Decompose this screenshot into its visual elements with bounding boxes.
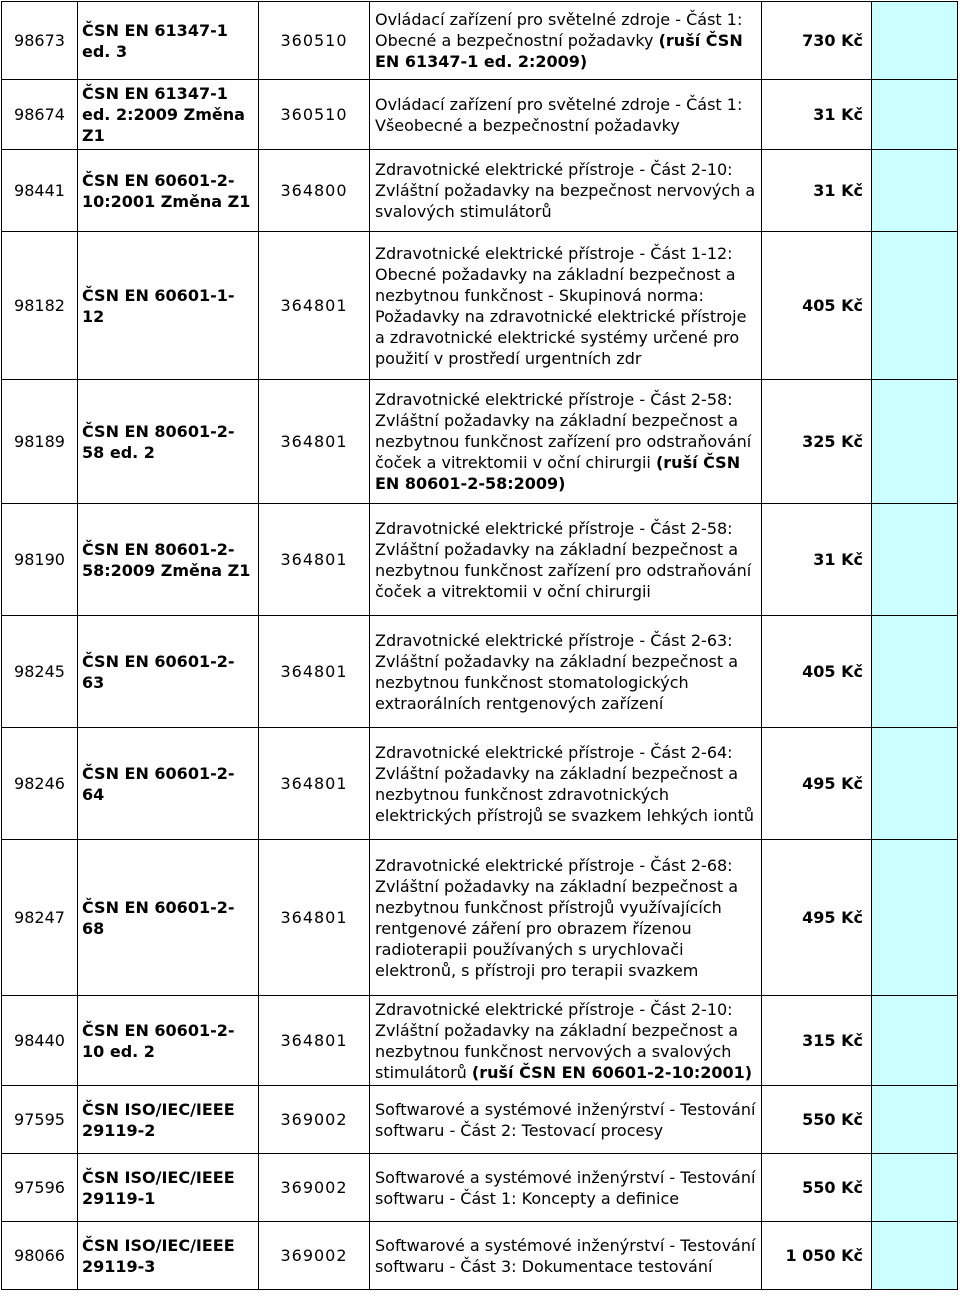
table-row xyxy=(2,996,958,1086)
title-text: Zdravotnické elektrické přístroje - Část 2-63: Zvláštní požadavky na základní bezpečnost a nezbytnou funkčnost stomatologických extraorálních rentgenových zařízení xyxy=(375,630,738,713)
replaces-note: (ruší ČSN EN 60601-2-10:2001) xyxy=(471,1062,753,1082)
title-text: Zdravotnické elektrické přístroje - Část 2-58: Zvláštní požadavky na základní bezpečnost a nezbytnou funkčnost zařízení pro odstraňování čoček a vitrektomii v oční chirurgii xyxy=(375,390,752,472)
price: 1 050 Kč xyxy=(762,1222,872,1290)
title-text: Softwarové a systémové inženýrství - Testování softwaru - Část 1: Koncepty a definice xyxy=(375,1167,756,1208)
price: 550 Kč xyxy=(762,1086,872,1154)
table-row xyxy=(2,728,958,840)
standard-designation: ČSN EN 60601-2-10:2001 Změna Z1 xyxy=(78,150,259,232)
standard-title xyxy=(370,1154,762,1222)
table-row xyxy=(2,504,958,616)
title-text: Zdravotnické elektrické přístroje - Část 2-10: Zvláštní požadavky na základní bezpečnost a nezbytnou funkčnost nervových a svalových stimulátorů xyxy=(375,999,738,1082)
table-row xyxy=(2,616,958,728)
standard-title xyxy=(370,150,762,232)
classification-code: 364801 xyxy=(259,616,370,728)
catalog-number: 98673 xyxy=(2,2,78,80)
order-cell[interactable] xyxy=(872,80,958,150)
replaces-note: (ruší ČSN EN 61347-1 ed. 2:2009) xyxy=(375,31,743,71)
order-cell[interactable] xyxy=(872,504,958,616)
table-body xyxy=(2,2,958,1290)
classification-code: 369002 xyxy=(259,1222,370,1290)
catalog-number: 98190 xyxy=(2,504,78,616)
standard-designation: ČSN ISO/IEC/IEEE 29119-2 xyxy=(78,1086,259,1154)
table-row xyxy=(2,80,958,150)
price: 550 Kč xyxy=(762,1154,872,1222)
title-text: Zdravotnické elektrické přístroje - Část 2-64: Zvláštní požadavky na základní bezpečnost a nezbytnou funkčnost zdravotnických elektrických přístrojů se svazkem lehkých iontů xyxy=(375,742,755,825)
standard-title xyxy=(370,728,762,840)
standard-designation: ČSN EN 61347-1 ed. 2:2009 Změna Z1 xyxy=(78,80,259,150)
standard-designation: ČSN EN 80601-2-58:2009 Změna Z1 xyxy=(78,504,259,616)
classification-code: 369002 xyxy=(259,1086,370,1154)
catalog-number: 98441 xyxy=(2,150,78,232)
title-text: Zdravotnické elektrické přístroje - Část 2-68: Zvláštní požadavky na základní bezpečnost a nezbytnou funkčnost přístrojů využívajících rentgenové záření pro obrazem řízenou radioterapii používaných s urychlovači elektronů, s přístroji pro terapii svazkem xyxy=(375,855,738,980)
classification-code: 364801 xyxy=(259,840,370,996)
replaces-note: (ruší ČSN EN 80601-2-58:2009) xyxy=(375,453,741,493)
table-row xyxy=(2,840,958,996)
standard-designation: ČSN EN 60601-1-12 xyxy=(78,232,259,380)
standard-title xyxy=(370,380,762,504)
standard-title xyxy=(370,996,762,1086)
classification-code: 360510 xyxy=(259,80,370,150)
standard-title xyxy=(370,1086,762,1154)
catalog-table xyxy=(1,1,958,1290)
price: 730 Kč xyxy=(762,2,872,80)
catalog-number: 98189 xyxy=(2,380,78,504)
table-row xyxy=(2,2,958,80)
standard-title xyxy=(370,1222,762,1290)
standard-title xyxy=(370,840,762,996)
table-row xyxy=(2,1086,958,1154)
title-text: Softwarové a systémové inženýrství - Testování softwaru - Část 2: Testovací procesy xyxy=(375,1099,756,1140)
title-text: Zdravotnické elektrické přístroje - Část 2-10: Zvláštní požadavky na bezpečnost nervových a svalových stimulátorů xyxy=(375,160,756,221)
order-cell[interactable] xyxy=(872,2,958,80)
order-cell[interactable] xyxy=(872,840,958,996)
price: 31 Kč xyxy=(762,80,872,150)
standard-designation: ČSN EN 80601-2-58 ed. 2 xyxy=(78,380,259,504)
title-text: Zdravotnické elektrické přístroje - Část 1-12: Obecné požadavky na základní bezpečnost a nezbytnou funkčnost - Skupinová norma: Požadavky na zdravotnické elektrické přístroje a zdravotnické elektrické systémy určené pro použití v prostředí urgentních zdr xyxy=(375,243,747,368)
order-cell[interactable] xyxy=(872,380,958,504)
standard-designation: ČSN EN 60601-2-68 xyxy=(78,840,259,996)
table-row xyxy=(2,1154,958,1222)
catalog-number: 98182 xyxy=(2,232,78,380)
standard-designation: ČSN EN 61347-1 ed. 3 xyxy=(78,2,259,80)
table-row xyxy=(2,380,958,504)
title-text: Ovládací zařízení pro světelné zdroje - Část 1: Obecné a bezpečnostní požadavky xyxy=(375,10,743,50)
catalog-number: 98674 xyxy=(2,80,78,150)
classification-code: 364800 xyxy=(259,150,370,232)
standard-title xyxy=(370,80,762,150)
standard-title xyxy=(370,232,762,380)
classification-code: 364801 xyxy=(259,380,370,504)
order-cell[interactable] xyxy=(872,1154,958,1222)
title-text: Zdravotnické elektrické přístroje - Část 2-58: Zvláštní požadavky na základní bezpečnost a nezbytnou funkčnost zařízení pro odstraňování čoček a vitrektomii v oční chirurgii xyxy=(375,518,752,601)
standard-designation: ČSN EN 60601-2-64 xyxy=(78,728,259,840)
classification-code: 369002 xyxy=(259,1154,370,1222)
standard-title xyxy=(370,616,762,728)
classification-code: 364801 xyxy=(259,504,370,616)
classification-code: 364801 xyxy=(259,232,370,380)
order-cell[interactable] xyxy=(872,1222,958,1290)
classification-code: 364801 xyxy=(259,996,370,1086)
order-cell[interactable] xyxy=(872,1086,958,1154)
standard-designation: ČSN EN 60601-2-63 xyxy=(78,616,259,728)
price: 31 Kč xyxy=(762,150,872,232)
table-row xyxy=(2,1222,958,1290)
standard-designation: ČSN EN 60601-2-10 ed. 2 xyxy=(78,996,259,1086)
table-row xyxy=(2,150,958,232)
title-text: Softwarové a systémové inženýrství - Testování softwaru - Část 3: Dokumentace testování xyxy=(375,1235,756,1276)
standard-title xyxy=(370,504,762,616)
price: 495 Kč xyxy=(762,840,872,996)
catalog-number: 98066 xyxy=(2,1222,78,1290)
price: 405 Kč xyxy=(762,232,872,380)
catalog-number: 98245 xyxy=(2,616,78,728)
standard-designation: ČSN ISO/IEC/IEEE 29119-3 xyxy=(78,1222,259,1290)
price: 325 Kč xyxy=(762,380,872,504)
table-row xyxy=(2,232,958,380)
standard-designation: ČSN ISO/IEC/IEEE 29119-1 xyxy=(78,1154,259,1222)
order-cell[interactable] xyxy=(872,232,958,380)
classification-code: 360510 xyxy=(259,2,370,80)
standard-title xyxy=(370,2,762,80)
catalog-number: 98247 xyxy=(2,840,78,996)
price: 405 Kč xyxy=(762,616,872,728)
order-cell[interactable] xyxy=(872,150,958,232)
classification-code: 364801 xyxy=(259,728,370,840)
price: 31 Kč xyxy=(762,504,872,616)
catalog-number: 97595 xyxy=(2,1086,78,1154)
catalog-number: 97596 xyxy=(2,1154,78,1222)
price: 315 Kč xyxy=(762,996,872,1086)
title-text: Ovládací zařízení pro světelné zdroje - Část 1: Všeobecné a bezpečnostní požadavky xyxy=(375,94,743,135)
catalog-number: 98440 xyxy=(2,996,78,1086)
order-cell[interactable] xyxy=(872,728,958,840)
order-cell[interactable] xyxy=(872,996,958,1086)
price: 495 Kč xyxy=(762,728,872,840)
order-cell[interactable] xyxy=(872,616,958,728)
catalog-number: 98246 xyxy=(2,728,78,840)
